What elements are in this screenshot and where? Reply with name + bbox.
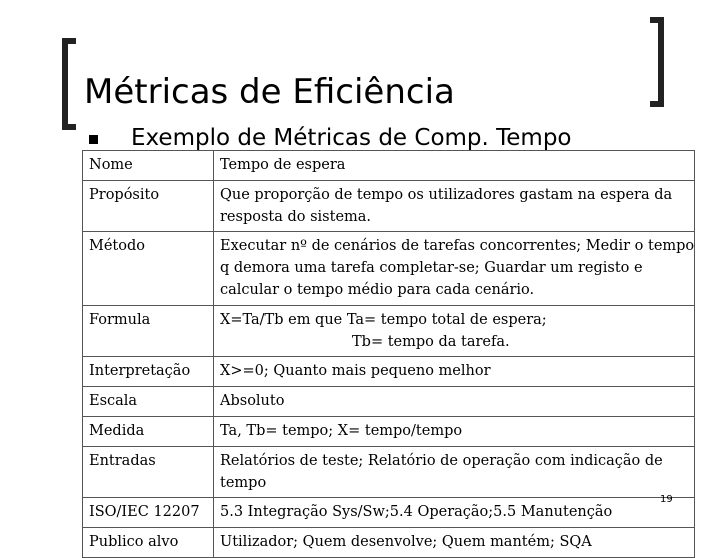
row-label: Entradas: [83, 447, 214, 498]
table-row: [83, 357, 695, 387]
row-value: [214, 387, 695, 417]
row-label: Nome: [83, 151, 214, 181]
decorative-bracket-left: [62, 38, 76, 130]
page-number: 19: [660, 494, 673, 505]
row-label: Medida: [83, 417, 214, 447]
row-label: Formula: [83, 306, 214, 357]
table-row: [83, 498, 695, 528]
table-row: [83, 181, 695, 232]
table-row: [83, 528, 695, 558]
table-row: [83, 387, 695, 417]
value-line: Tb= tempo da tarefa.: [352, 334, 510, 350]
row-value: [214, 528, 695, 558]
row-label: ISO/IEC 12207: [83, 498, 214, 528]
row-value: [214, 306, 695, 357]
row-value: [214, 151, 695, 181]
table-row: [83, 151, 695, 181]
value-line: resposta do sistema.: [220, 209, 372, 225]
row-value: [214, 447, 695, 498]
value-line: tempo: [220, 475, 267, 491]
value-line: X=Ta/Tb em que Ta= tempo total de espera;: [220, 312, 547, 328]
value-line: Ta, Tb= tempo; X= tempo/tempo: [220, 423, 463, 439]
row-value: [214, 232, 695, 306]
value-line: Tempo de espera: [220, 157, 346, 173]
row-value: [214, 181, 695, 232]
table-row: [83, 447, 695, 498]
row-label: Escala: [83, 387, 214, 417]
value-line: Executar nº de cenários de tarefas concorrentes; Medir o tempo: [220, 238, 695, 254]
value-line: X>=0; Quanto mais pequeno melhor: [220, 363, 491, 379]
row-value: [214, 357, 695, 387]
decorative-bracket-right: [650, 17, 664, 107]
slide-subtitle: Exemplo de Métricas de Comp. Tempo: [131, 125, 572, 151]
row-label: Propósito: [83, 181, 214, 232]
table-row: [83, 306, 695, 357]
row-value: [214, 417, 695, 447]
value-line: calcular o tempo médio para cada cenário.: [220, 282, 535, 298]
row-label: Método: [83, 232, 214, 306]
slide-title: Métricas de Eficiência: [84, 72, 455, 112]
value-line: Absoluto: [220, 393, 285, 409]
table-row: [83, 232, 695, 306]
row-value: [214, 498, 695, 528]
value-line: Que proporção de tempo os utilizadores gastam na espera da: [220, 187, 673, 203]
table-row: [83, 417, 695, 447]
value-line: q demora uma tarefa completar-se; Guardar um registo e: [220, 260, 643, 276]
value-line: Relatórios de teste; Relatório de operação com indicação de: [220, 453, 663, 469]
row-label: Publico alvo: [83, 528, 214, 558]
value-line: 5.3 Integração Sys/Sw;5.4 Operação;5.5 Manutenção: [220, 504, 613, 520]
square-bullet-icon: [89, 135, 98, 144]
row-label: Interpretação: [83, 357, 214, 387]
value-line: Utilizador; Quem desenvolve; Quem mantém; SQA: [220, 534, 592, 550]
metric-table: [82, 150, 695, 558]
